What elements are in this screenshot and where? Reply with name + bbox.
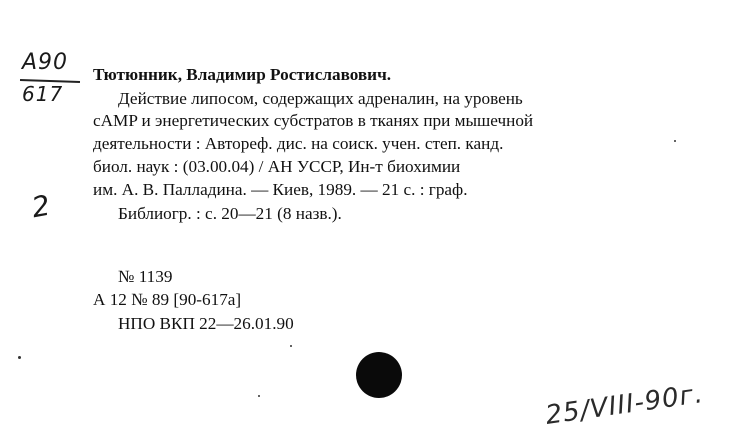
description-line-4: биол. наук : (03.00.04) / АН УССР, Ин-т биохимии [93, 157, 461, 176]
margin-handwritten-mark: 2 [29, 188, 53, 225]
ink-speck [258, 395, 260, 397]
shelf-mark-bottom: 617 [22, 82, 64, 106]
record-number: № 1139 [118, 267, 173, 286]
ink-speck [674, 140, 676, 142]
punch-hole [356, 352, 402, 398]
author-heading: Тютюнник, Владимир Ростиславович. [93, 65, 392, 84]
shelf-mark-top: A90 [22, 50, 69, 75]
description-line-5: им. А. В. Палладина. — Киев, 1989. — 21 с. : граф. [93, 180, 468, 199]
description-line-3: деятельности : Автореф. дис. на соиск. учен. степ. канд. [93, 134, 504, 153]
handwritten-date: 25/VIII-90г. [543, 379, 706, 431]
description-line-2: cAMP и энергетических субстратов в тканях при мышечной [93, 111, 534, 130]
registry-line: НПО ВКП 22—26.01.90 [118, 314, 294, 333]
description-line-1: Действие липосом, содержащих адреналин, на уровень [118, 89, 523, 108]
ink-speck [18, 356, 21, 359]
catalog-code: А 12 № 89 [90-617а] [93, 290, 242, 309]
ink-speck [290, 345, 292, 347]
bibliography-note: Библиогр. : с. 20—21 (8 назв.). [118, 204, 342, 223]
